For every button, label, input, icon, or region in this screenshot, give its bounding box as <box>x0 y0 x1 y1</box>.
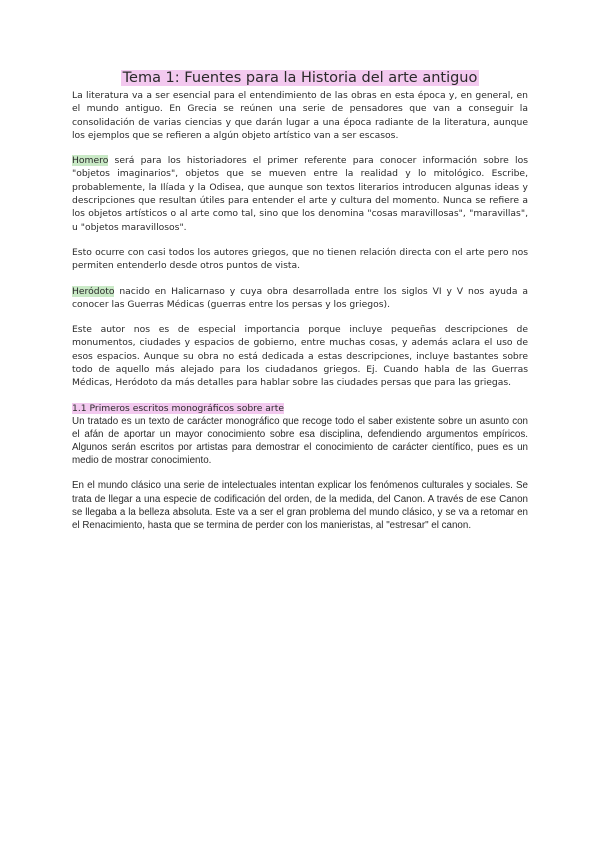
page-title <box>72 68 528 88</box>
tratado-paragraph: Un tratado es un texto de carácter monográfico que recoge todo el saber existente sobre un asunto con el afán de aportar un mayor conocimiento sobre esa disciplina, defendiendo argumentos empíricos. Algunos serán escritos por artistas para demostrar el conocimiento de carácter científico, pues es un medio de mostrar conocimiento. <box>72 415 528 467</box>
section-heading <box>72 402 528 415</box>
document-page <box>72 68 528 544</box>
intro-paragraph: La literatura va a ser esencial para el entendimiento de las obras en esta época y, en general, en el mundo antiguo. En Grecia se reúnen una serie de pensadores que van a conseguir la consolidación de varias ciencias y que darán lugar a una época radiante de la literatura, aunque los ejemplos que se refieren a algún objeto artístico van a ser escasos. <box>72 90 528 141</box>
homero-highlight: Homero <box>72 155 109 167</box>
clasico-paragraph: En el mundo clásico una serie de intelectuales intentan explicar los fenómenos culturales y sociales. Se trata de llegar a una especie de codificación del orden, de la medida, del Canon. A través de ese Canon se llegaba a la belleza absoluta. Este va a ser el gran problema del mundo clásico, y se va a retomar en el Renacimiento, hasta que se termina de perder con los manieristas, al "estresar" el canon. <box>72 480 528 532</box>
herodoto-paragraph <box>72 285 528 312</box>
homero-paragraph <box>72 154 528 234</box>
herodoto-highlight: Heródoto <box>72 285 115 297</box>
homero-text: será para los historiadores el primer referente para conocer información sobre los "objetos imaginarios", objetos que se mueven entre la realidad y lo mitológico. Escribe, probablemente, la Ilíada y la Odisea, que aunque son textos literarios introducen algunas ideas y descripciones que resultan útiles para entender el arte y cultura del momento. Nunca se refiere a los objetos artísticos o al arte como tal, sino que los denomina "cosas maravillosas", "maravillas", u "objetos maravillosos". <box>72 155 528 233</box>
autor-paragraph: Este autor nos es de especial importancia porque incluye pequeñas descripciones de monumentos, ciudades y espacios de gobierno, entre muchas cosas, y además aclara el uso de esos espacios. Aunque su obra no está dedicada a estas descripciones, incluye bastantes sobre todo de aquello más alejado para los ciudadanos griegos. Ej. Cuando habla de las Guerras Médicas, Heródoto da más detalles para hablar sobre las ciudades persas que para las griegas. <box>72 324 528 389</box>
herodoto-text: nacido en Halicarnaso y cuya obra desarrollada entre los siglos VI y V nos ayuda a conocer las Guerras Médicas (guerras entre los persas y los griegos). <box>72 285 528 310</box>
title-text: Tema 1: Fuentes para la Historia del arte antiguo <box>122 70 478 86</box>
griegos-paragraph: Esto ocurre con casi todos los autores griegos, que no tienen relación directa con el arte pero nos permiten entenderlo desde otros puntos de vista. <box>72 246 528 272</box>
section-heading-text: 1.1 Primeros escritos monográficos sobre arte <box>72 402 284 414</box>
